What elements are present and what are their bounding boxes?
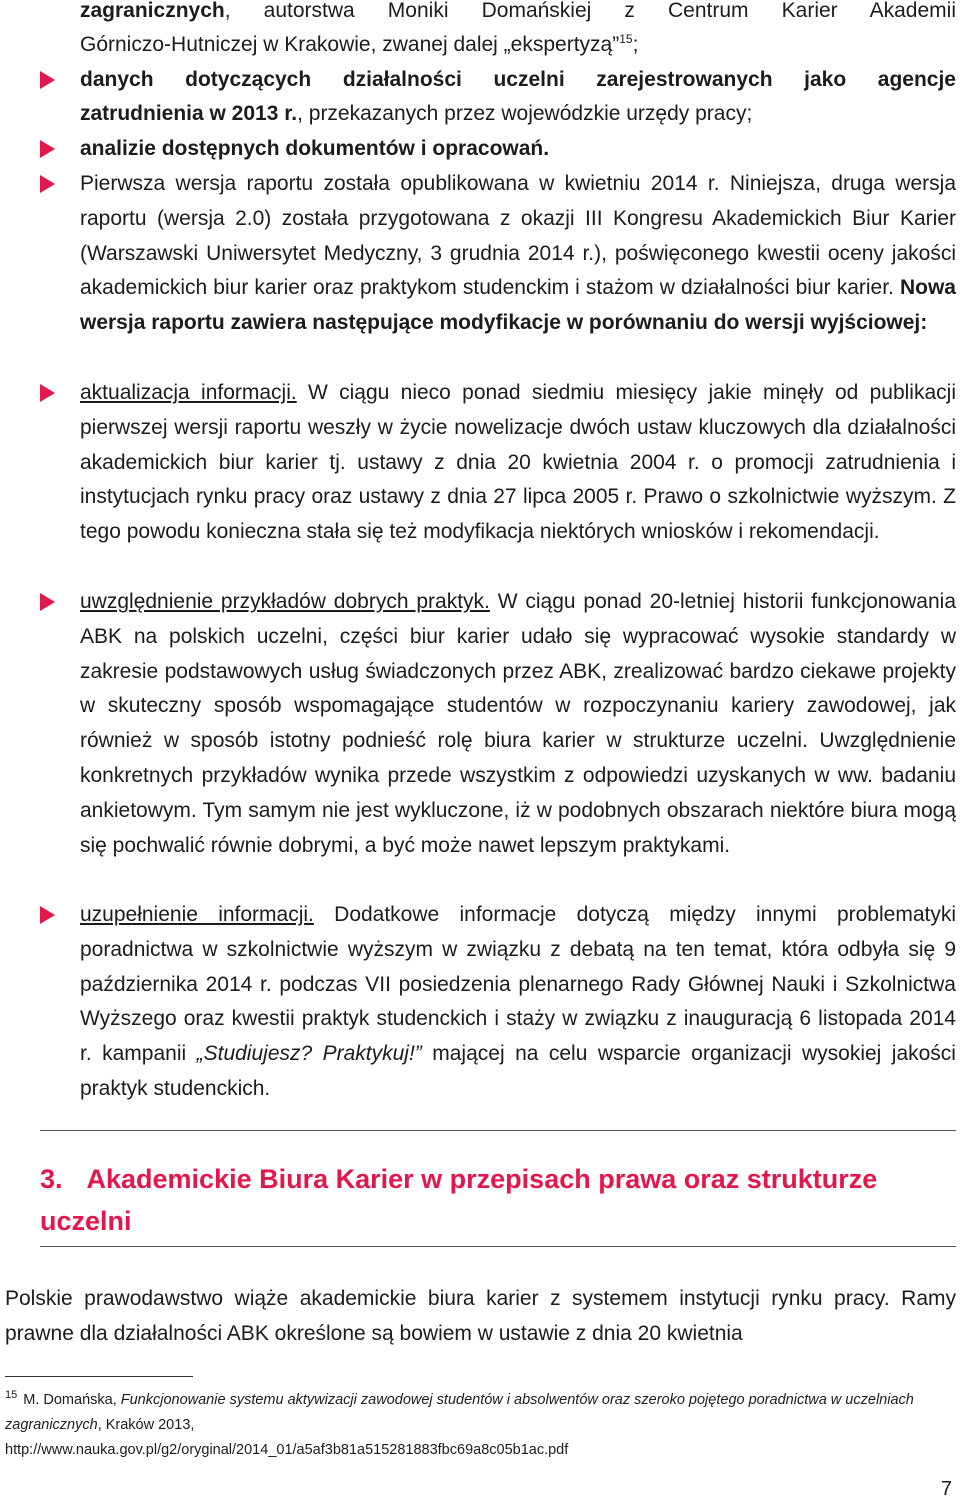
footnote bbox=[5, 1388, 945, 1463]
page-number: 7 bbox=[940, 1478, 952, 1500]
bullet-5-underlined: uwzględnienie przykładów dobrych praktyk. bbox=[80, 590, 490, 613]
bullet-1-bold: zatrudnienia w 2013 r. bbox=[80, 102, 298, 125]
bullet-5-paragraph bbox=[80, 585, 956, 863]
bullet-arrow-icon bbox=[40, 384, 55, 402]
bullet-arrow-icon bbox=[40, 175, 55, 193]
intro-line-2-end: ; bbox=[632, 33, 639, 56]
footnote-number: 15 bbox=[5, 1389, 18, 1402]
bullet-3-text: Pierwsza wersja raportu została opublikowana w kwietniu 2014 r. Niniejsza, druga wersja raportu (wersja 2.0) została przygotowana z okazji III Kongresu Akademickich Biur Karier (Warszawski Uniwersytet Medyczny, 3 grudnia 2014 r.), poświęconego kwestii oceny jakości akademickich biur karier oraz praktykom studenckim i stażom w działalności biur karier. bbox=[80, 172, 956, 300]
bullet-6-text: Dodatkowe informacje dotyczą między innymi problematyki poradnictwa w szkolnictwie wyższym w związku z debatą na ten temat, która odbyła się 9 października 2014 r. podczas VII posiedzenia plenarnego Rady Głównej Nauki i Szkolnictwa Wyższego oraz kwestii praktyk studenckich i staży w związku z inauguracją 6 listopada 2014 r. kampanii bbox=[80, 903, 956, 1066]
footnote-url-link[interactable]: http://www.nauka.gov.pl/g2/oryginal/2014_01/a5af3b81a515281883fbc69a8c05b1ac.pdf bbox=[5, 1442, 569, 1458]
section-heading bbox=[40, 1158, 940, 1242]
intro-line-2 bbox=[80, 28, 956, 62]
footnote-ref[interactable]: 15 bbox=[619, 32, 633, 46]
section-top-divider bbox=[40, 1130, 956, 1131]
bullet-3-bold: Nowa wersja raportu zawiera następujące modyfikacje w porównaniu do wersji wyjściowej: bbox=[80, 276, 956, 335]
bullet-arrow-icon bbox=[40, 906, 55, 924]
bullet-arrow-icon bbox=[40, 71, 55, 89]
intro-rest: , autorstwa Moniki Domańskiej z Centrum Karier Akademii bbox=[224, 0, 956, 22]
bullet-1-rest: , przekazanych przez wojewódzkie urzędy pracy; bbox=[297, 102, 753, 125]
footnote-rule bbox=[5, 1376, 193, 1377]
footnote-title: Funkcjonowanie systemu aktywizacji zawodowej studentów i absolwentów oraz szeroko pojętego poradnictwa w uczelniach zagranicznych bbox=[5, 1392, 914, 1433]
intro-line-1 bbox=[80, 0, 956, 28]
intro-bold: zagranicznych bbox=[80, 0, 225, 22]
bullet-3-paragraph bbox=[80, 167, 956, 341]
section-bottom-divider bbox=[40, 1246, 956, 1247]
bullet-1-line-1: danych dotyczących działalności uczelni zarejestrowanych jako agencje bbox=[80, 68, 956, 91]
bullet-4-underlined: aktualizacja informacji. bbox=[80, 381, 297, 404]
section-title: Akademickie Biura Karier w przepisach prawa oraz strukturze uczelni bbox=[40, 1164, 878, 1236]
bullet-4-paragraph bbox=[80, 376, 956, 550]
bullet-6-underlined: uzupełnienie informacji. bbox=[80, 903, 314, 926]
intro-line-2-text: Górniczo-Hutniczej w Krakowie, zwanej dalej „ekspertyzą” bbox=[80, 33, 620, 56]
body-paragraph: Polskie prawodawstwo wiąże akademickie biura karier z systemem instytucji rynku pracy. Ramy prawne dla działalności ABK określone są bowiem w ustawie z dnia 20 kwietnia bbox=[5, 1287, 956, 1345]
footnote-rest: , Kraków 2013, bbox=[97, 1417, 195, 1433]
bullet-1-line-2 bbox=[80, 97, 956, 131]
bullet-6-paragraph bbox=[80, 898, 956, 1107]
bullet-4-text: W ciągu nieco ponad siedmiu miesięcy jakie minęły od publikacji pierwszej wersji raportu weszły w życie nowelizacje dwóch ustaw kluczowych dla działalności akademickich biur karier tj. ustawy z dnia 20 kwietnia 2004 r. o promocji zatrudnienia i instytucjach rynku pracy oraz ustawy z dnia 27 lipca 2005 r. Prawo o szkolnictwie wyższym. Z tego powodu konieczna stała się też modyfikacja niektórych wniosków i rekomendacji. bbox=[80, 381, 956, 544]
bullet-arrow-icon bbox=[40, 140, 55, 158]
bullet-arrow-icon bbox=[40, 593, 55, 611]
bullet-6-italic: „Studiujesz? Praktykuj!” bbox=[196, 1042, 422, 1066]
bullet-5-text: W ciągu ponad 20-letniej historii funkcjonowania ABK na polskich uczelni, części biur karier udało się wypracować wysokie standardy w zakresie podstawowych usług świadczonych przez ABK, zrealizować bardzo ciekawe projekty w skuteczny sposób wspomagające studentów w rozpoczynaniu kariery zawodowej, jak również w sposób istotny podnieść rolę biura karier w strukturze uczelni. Uwzględnienie konkretnych przykładów wynika przede wszystkim z odpowiedzi uzyskanych w ww. badaniu ankietowym. Tym samym nie jest wykluczone, iż w podobnych obszarach niektóre biura mogą się pochwalić równie dobrymi, a być może nawet lepszym praktykami. bbox=[80, 590, 956, 857]
bullet-2-text: analizie dostępnych dokumentów i opracowań. bbox=[80, 137, 550, 160]
footnote-author: M. Domańska, bbox=[23, 1392, 121, 1408]
section-number: 3. bbox=[40, 1164, 63, 1194]
bullet-6-text-end: mającej na celu wsparcie organizacji wysokiej jakości praktyk studenckich. bbox=[80, 1042, 956, 1100]
